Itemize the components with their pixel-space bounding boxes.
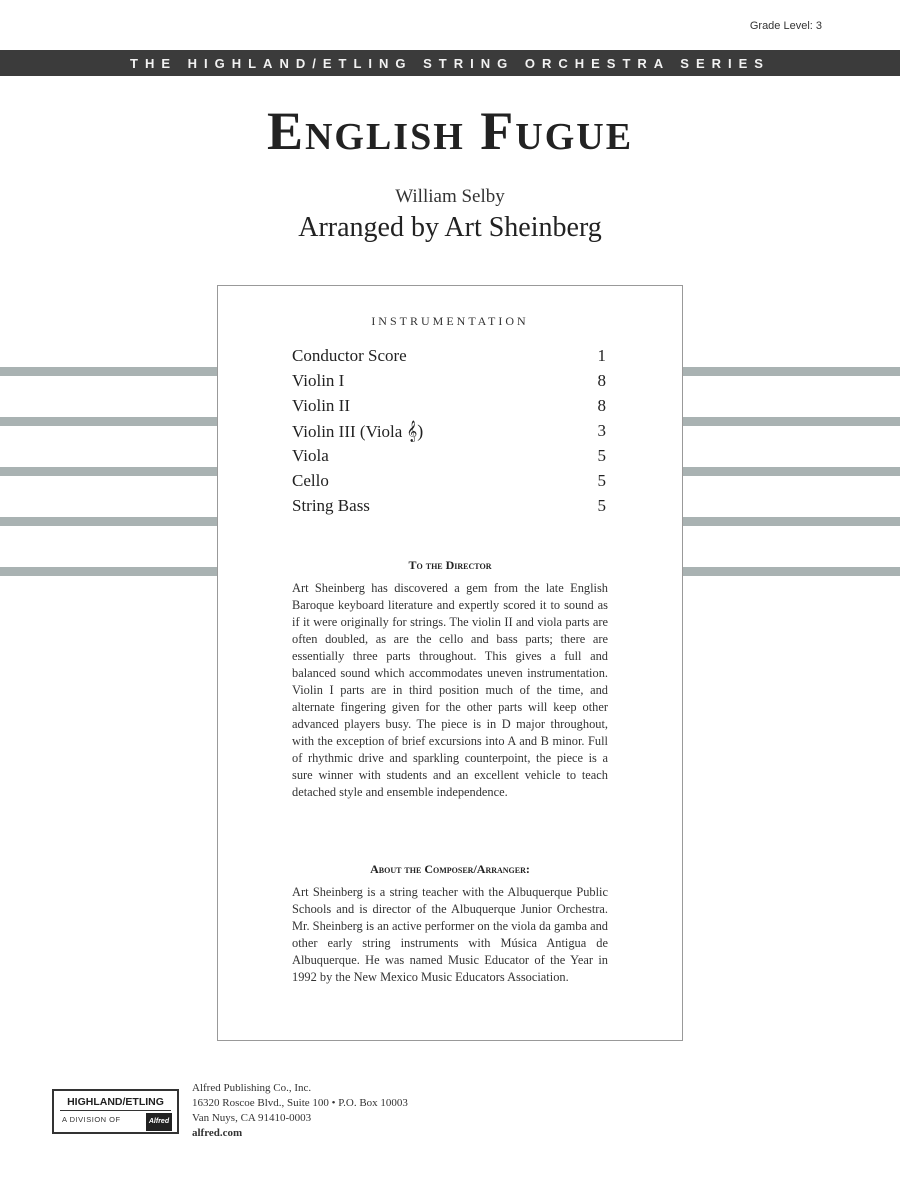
treble-clef-icon: 𝄞) bbox=[406, 421, 424, 441]
publisher-address-line-2: Van Nuys, CA 91410-0003 bbox=[192, 1112, 312, 1124]
logo-divider bbox=[60, 1110, 171, 1111]
instrument-row bbox=[292, 371, 606, 396]
publisher-website-link[interactable]: alfred.com bbox=[192, 1127, 243, 1139]
instrument-quantity: 5 bbox=[597, 446, 606, 465]
instrument-name-wrap bbox=[292, 421, 423, 446]
instrument-name: String Bass bbox=[292, 496, 370, 515]
page-title: English Fugue bbox=[266, 101, 634, 161]
instrument-row bbox=[292, 421, 606, 446]
staff-line-left-1 bbox=[0, 367, 217, 376]
instrument-quantity: 5 bbox=[597, 471, 606, 490]
about-heading: About the Composer/Arranger: bbox=[370, 862, 530, 876]
publisher-address-line-1: 16320 Roscoe Blvd., Suite 100 • P.O. Box 10003 bbox=[192, 1097, 408, 1109]
instrument-name: Conductor Score bbox=[292, 346, 407, 365]
staff-line-left-5 bbox=[0, 567, 217, 576]
instrument-name: Violin II bbox=[292, 396, 350, 415]
instrumentation-heading: INSTRUMENTATION bbox=[371, 314, 529, 328]
director-text: Art Sheinberg has discovered a gem from the late English Baroque keyboard literature and expertly scored it to sound as if it were originally for strings. The violin II and viola parts are often doubled, as are the cello and bass parts; there are essentially three parts throughout. This gives a full and balanced sound which accommodates uneven instrumentation. Violin I parts are in third position much of the time, and alternate fingering given for the other parts will keep other advanced players busy. The piece is in D major throughout, with the exception of brief excursions into A and B minor. Full of rhythmic drive and sparkling counterpoint, the piece is a sure winner with students and an excellent vehicle to teach detached style and ensemble independence. bbox=[292, 581, 608, 799]
instrument-name: Violin III (Viola bbox=[292, 422, 403, 441]
director-heading: To the Director bbox=[408, 558, 492, 572]
staff-line-right-2 bbox=[683, 417, 900, 426]
instrument-name: Viola bbox=[292, 446, 329, 465]
staff-line-right-1 bbox=[683, 367, 900, 376]
instrument-row bbox=[292, 471, 606, 496]
series-banner: THE HIGHLAND/ETLING STRING ORCHESTRA SERIES bbox=[0, 50, 900, 76]
staff-line-left-3 bbox=[0, 467, 217, 476]
instrument-quantity: 8 bbox=[597, 396, 606, 415]
staff-line-left-2 bbox=[0, 417, 217, 426]
staff-line-right-3 bbox=[683, 467, 900, 476]
staff-line-left-4 bbox=[0, 517, 217, 526]
info-panel bbox=[217, 285, 683, 1041]
instrument-quantity: 1 bbox=[597, 346, 606, 365]
instrument-name: Cello bbox=[292, 471, 329, 490]
publisher-company: Alfred Publishing Co., Inc. bbox=[192, 1082, 312, 1094]
instrument-name: Violin I bbox=[292, 371, 345, 390]
composer-name: William Selby bbox=[395, 186, 505, 207]
instrument-row bbox=[292, 346, 606, 371]
instrument-quantity: 3 bbox=[597, 421, 606, 440]
staff-line-right-4 bbox=[683, 517, 900, 526]
about-text: Art Sheinberg is a string teacher with the Albuquerque Public Schools and is director of the Albuquerque Junior Orchestra. Mr. Sheinberg is an active performer on the viola da gamba and other early string instruments with Música Antigua de Albuquerque. He was named Music Educator of the Year in 1992 by the New Mexico Music Educators Association. bbox=[292, 885, 608, 984]
grade-level: Grade Level: 3 bbox=[749, 20, 822, 32]
publisher-logo bbox=[52, 1089, 179, 1134]
instrument-row bbox=[292, 446, 606, 471]
instrumentation-list bbox=[292, 346, 606, 521]
logo-main-text: HIGHLAND/ETLING bbox=[67, 1096, 164, 1108]
alfred-logo-icon: Alfred bbox=[146, 1113, 172, 1131]
logo-sub-text: A DIVISION OF bbox=[62, 1115, 121, 1124]
arranger-credit: Arranged by Art Sheinberg bbox=[298, 212, 602, 243]
instrument-row bbox=[292, 396, 606, 421]
publisher-address bbox=[192, 1081, 408, 1141]
instrument-quantity: 5 bbox=[597, 496, 606, 515]
instrument-quantity: 8 bbox=[597, 371, 606, 390]
instrument-row bbox=[292, 496, 606, 521]
staff-line-right-5 bbox=[683, 567, 900, 576]
